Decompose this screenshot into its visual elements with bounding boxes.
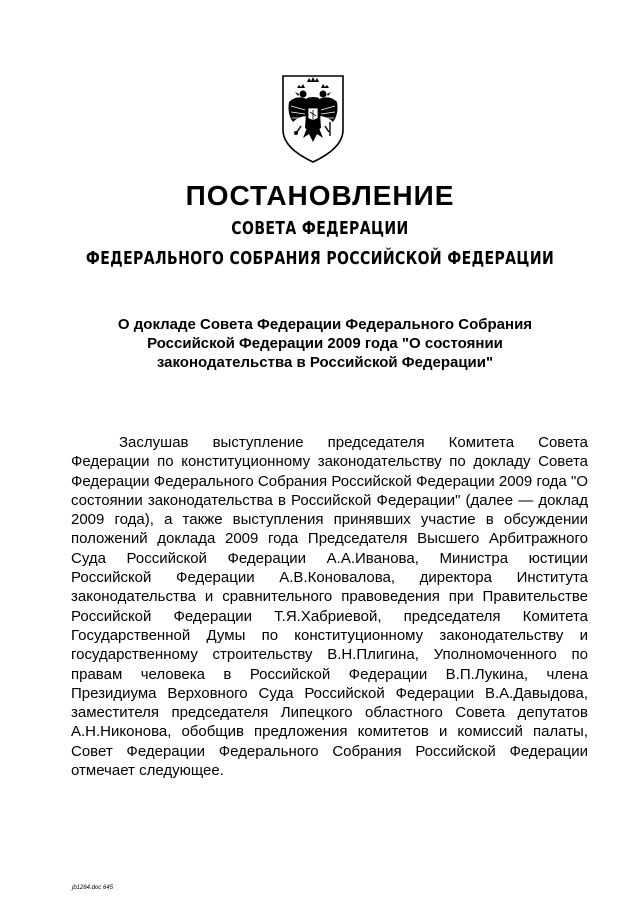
russian-emblem-icon [279,72,347,164]
subject-line-3: законодательства в Российской Федерации" [156,354,494,371]
issuing-body-line1: СОВЕТА ФЕДЕРАЦИИ [231,218,409,239]
issuing-body-line2: ФЕДЕРАЛЬНОГО СОБРАНИЯ РОССИЙСКОЙ ФЕДЕРАЦИИ [85,248,555,269]
document-subject [80,315,570,372]
subject-line-1: О докладе Совета Федерации Федерального Собрания [117,316,533,333]
document-title: ПОСТАНОВЛЕНИЕ [185,180,455,211]
body-paragraph: Заслушав выступление председателя Комитета Совета Федерации по конституционному законодательству по докладу Совета Федерации Федерального Собрания Российской Федерации 2009 года "О состоянии законодательства в Российской Федерации" (далее — доклад 2009 года), а также выступления принявших участие в обсуждении положений доклада 2009 года Председателя Высшего Арбитражного Суда Российской Федерации А.А.Иванова, Министра юстиции Российской Федерации А.В.Коновалова, директора Института законодательства и сравнительного правоведения при Правительстве Российской Федерации Т.Я.Хабриевой, председателя Комитета Государственной Думы по конституционному законодательству и государственному строительству В.Н.Плигина, Уполномоченного по правам человека в Российской Федерации В.П.Лукина, члена Президиума Верховного Суда Российской Федерации В.А.Давыдова, заместителя председателя Липецкого областного Совета депутатов А.Н.Никонова, обобщив предложения комитетов и комиссий палаты, Совет Федерации Федерального Собрания Российской Федерации отмечает следующее. [71,434,588,780]
footer-file-code: jb1264.doc 645 [72,885,114,891]
subject-line-2: Российской Федерации 2009 года "О состоянии [147,335,503,352]
